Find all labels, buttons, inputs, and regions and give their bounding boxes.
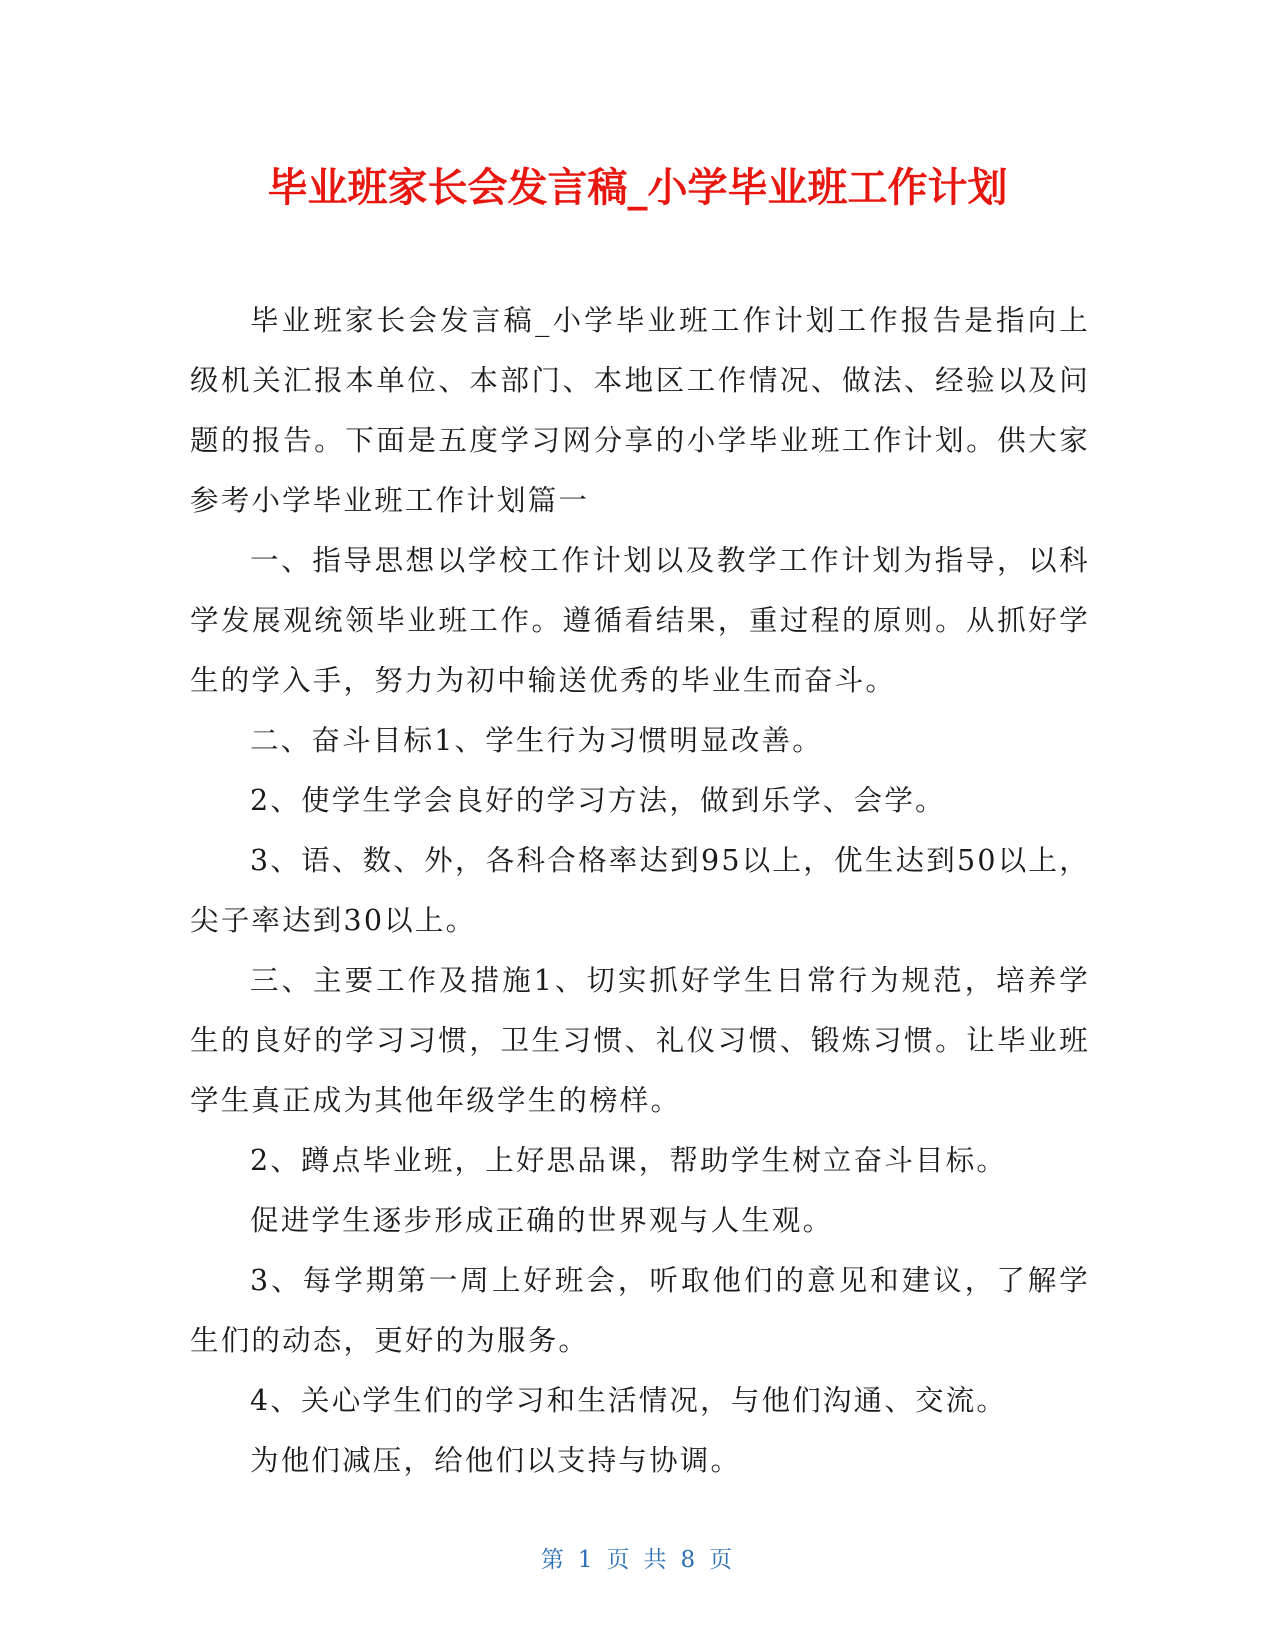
footer-total-prefix: 共 <box>643 1547 669 1573</box>
paragraph-intro: 毕业班家长会发言稿_小学毕业班工作计划工作报告是指向上级机关汇报本单位、本部门、本地区工作情况、做法、经验以及问题的报告。下面是五度学习网分享的小学毕业班工作计划。供大家参考小学毕业班工作计划篇一 <box>190 304 1090 517</box>
paragraph-guiding-ideology: 一、指导思想以学校工作计划以及教学工作计划为指导，以科学发展观统领毕业班工作。遵循看结果，重过程的原则。从抓好学生的学入手，努力为初中输送优秀的毕业生而奋斗。 <box>190 544 1090 697</box>
paragraph-goal-3: 3、语、数、外，各科合格率达到95以上，优生达到50以上，尖子率达到30以上。 <box>190 844 1090 937</box>
paragraph-measure-2-cont: 促进学生逐步形成正确的世界观与人生观。 <box>250 1204 834 1237</box>
footer-page-mid: 页 <box>606 1547 632 1573</box>
footer-page-prefix: 第 <box>540 1547 566 1573</box>
footer-total-pages: 8 <box>680 1547 698 1573</box>
paragraph-goal-1: 二、奋斗目标1、学生行为习惯明显改善。 <box>250 724 823 757</box>
footer-current-page: 1 <box>577 1547 595 1573</box>
paragraph-measure-4-cont: 为他们减压，给他们以支持与协调。 <box>250 1444 742 1477</box>
paragraph-measure-2: 2、蹲点毕业班，上好思品课，帮助学生树立奋斗目标。 <box>250 1144 1008 1177</box>
page-number-footer <box>0 1545 1275 1575</box>
paragraph-measure-3: 3、每学期第一周上好班会，听取他们的意见和建议，了解学生们的动态，更好的为服务。 <box>190 1264 1090 1357</box>
footer-page-suffix: 页 <box>709 1547 735 1573</box>
paragraph-goal-2: 2、使学生学会良好的学习方法，做到乐学、会学。 <box>250 784 946 817</box>
document-title: 毕业班家长会发言稿_小学毕业班工作计划 <box>267 165 1008 211</box>
document-body <box>190 291 1090 1491</box>
paragraph-measure-4: 4、关心学生们的学习和生活情况，与他们沟通、交流。 <box>250 1384 1008 1417</box>
paragraph-measure-1: 三、主要工作及措施1、切实抓好学生日常行为规范，培养学生的良好的学习习惯，卫生习惯、礼仪习惯、锻炼习惯。让毕业班学生真正成为其他年级学生的榜样。 <box>190 964 1090 1117</box>
